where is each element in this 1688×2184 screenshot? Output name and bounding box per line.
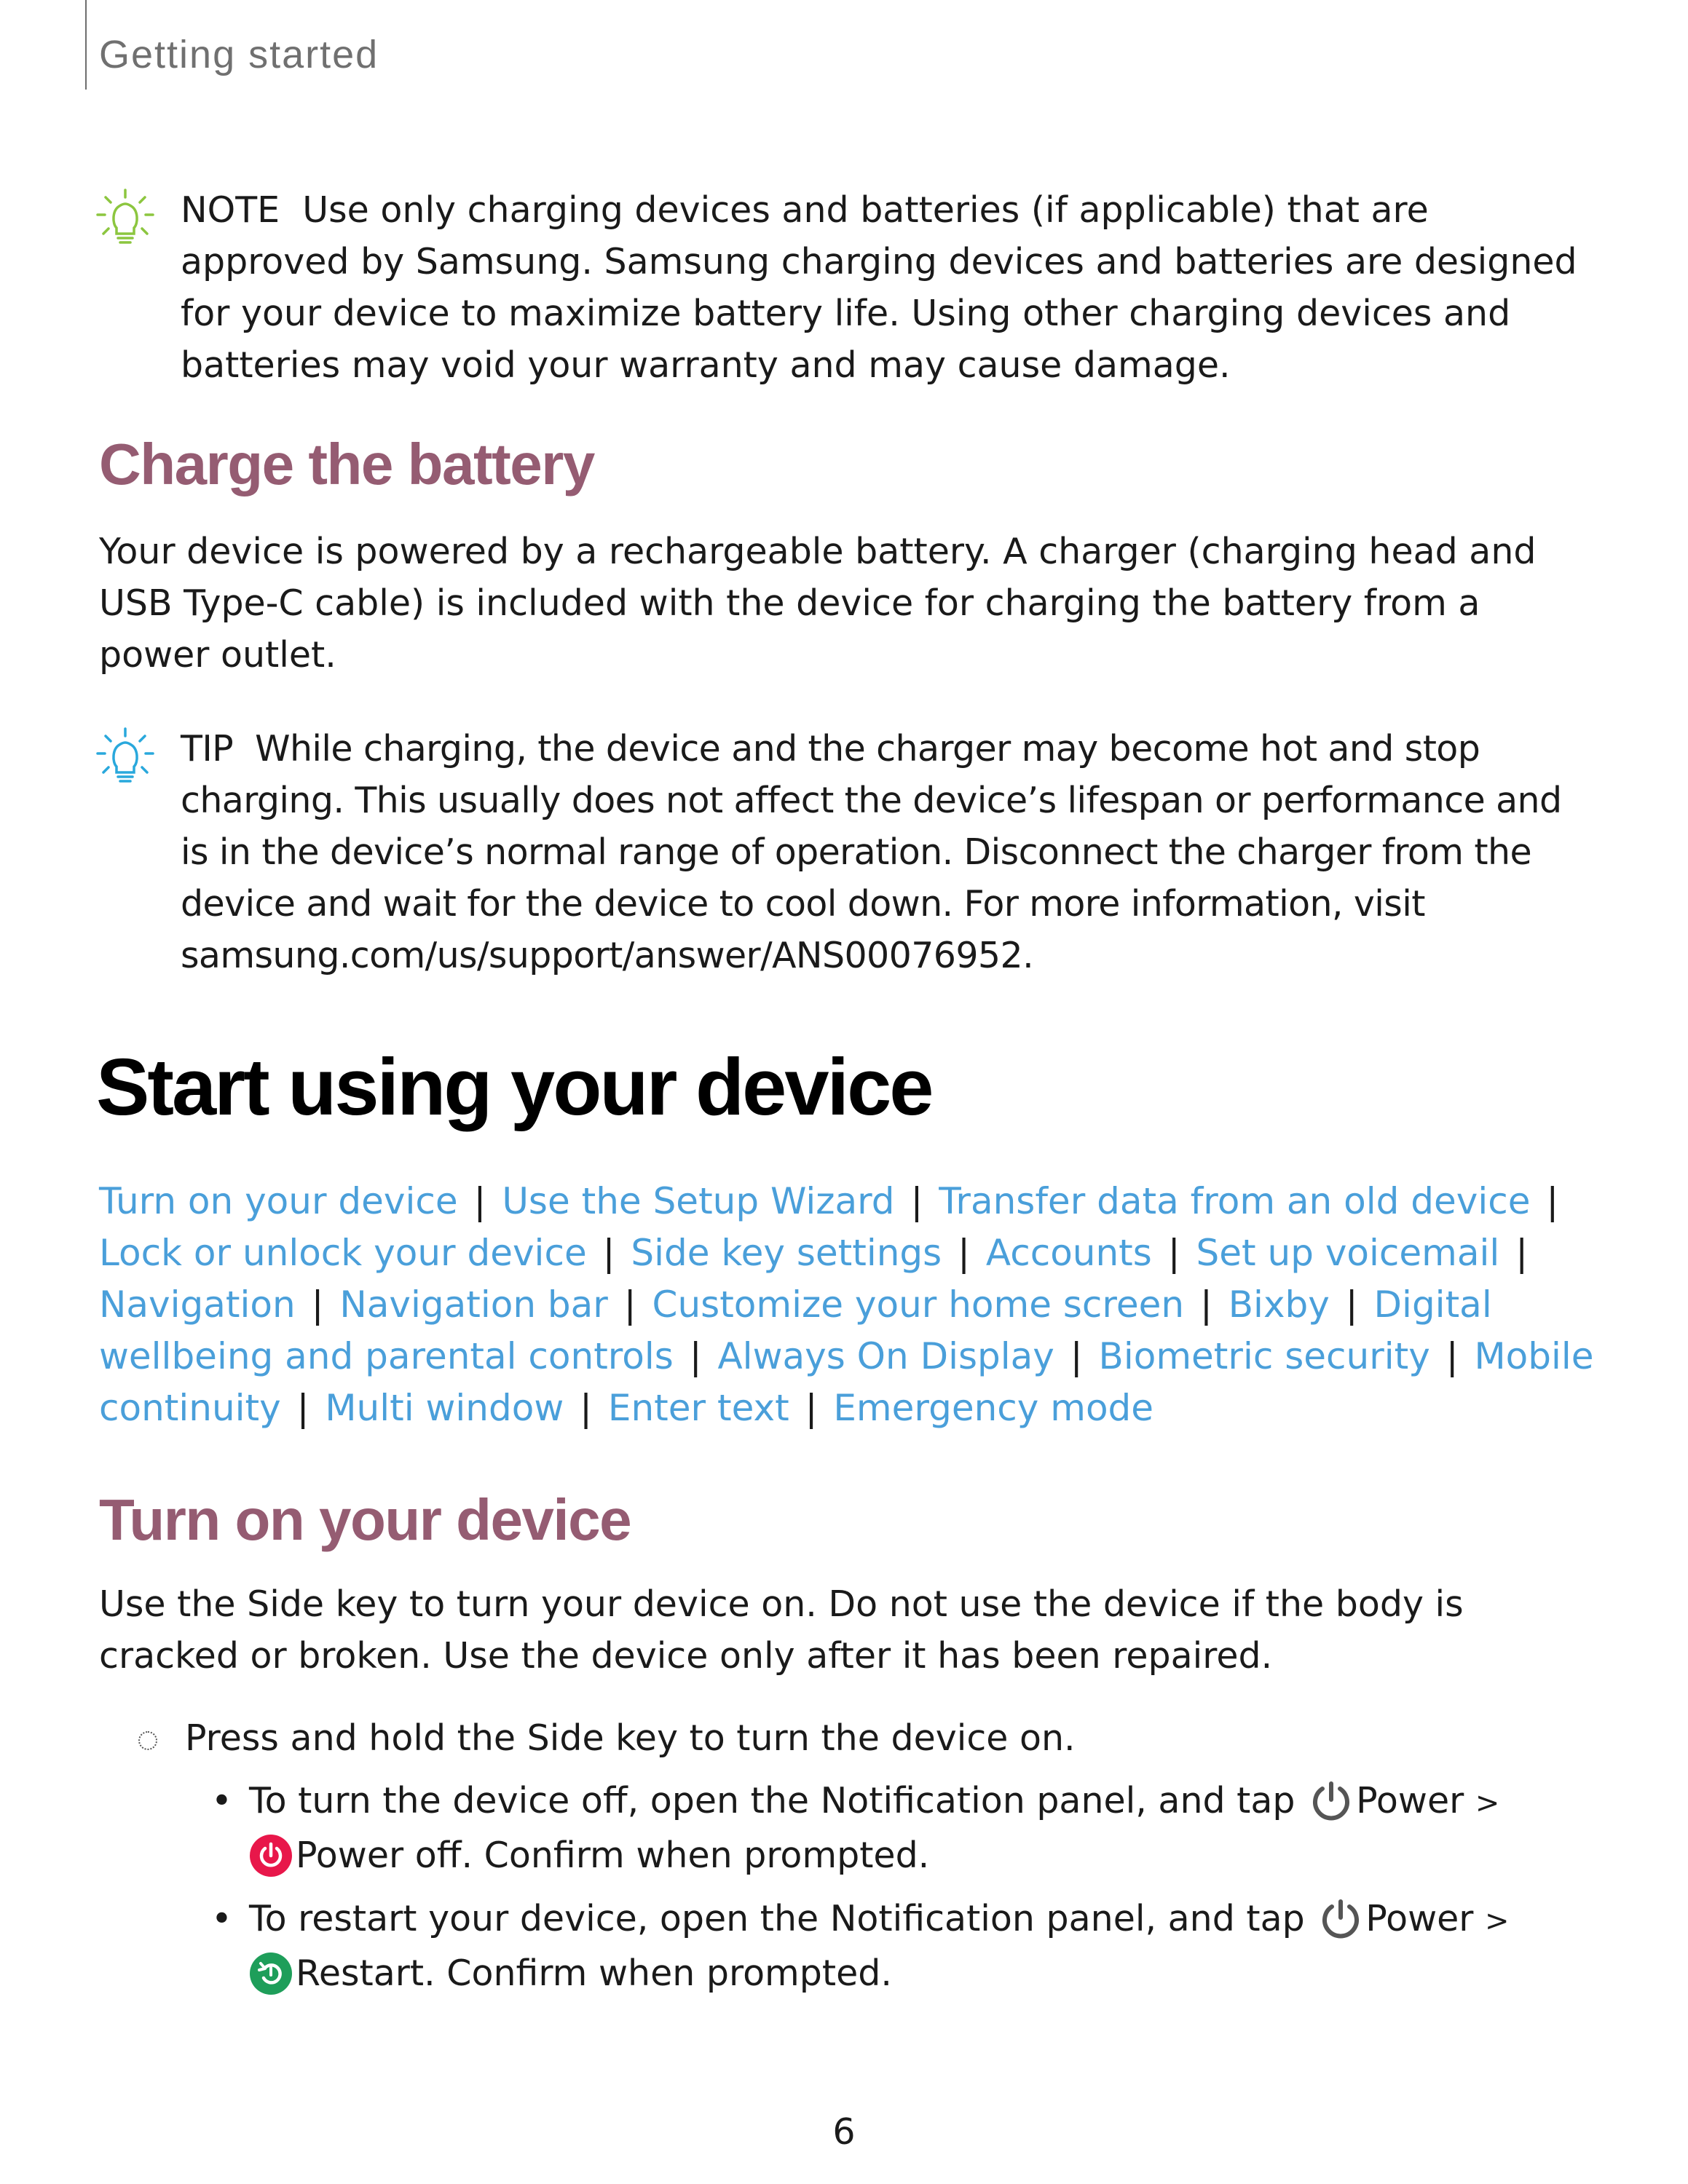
link-separator: | [1446, 1335, 1459, 1377]
tip-body: While charging, the device and the charger may become hot and stop charging. This usually does not affect the device’s lifespan or performance and is in the device’s normal range of operation. Disconnect the charger from the device and wait for the device to cool down. For more information, visit [181, 728, 1562, 925]
topic-link[interactable]: Multi window [325, 1387, 564, 1429]
bullet-restart [211, 1893, 1595, 1999]
link-separator: | [1199, 1283, 1212, 1326]
note-callout [96, 184, 1596, 391]
link-separator: | [311, 1283, 324, 1326]
step-item [138, 1712, 1595, 1764]
tip-label: TIP [181, 728, 234, 769]
link-separator: | [1546, 1180, 1559, 1222]
link-separator: | [602, 1232, 615, 1274]
section-title: Getting started [99, 33, 379, 76]
turn-on-heading: Turn on your device [99, 1487, 631, 1552]
side-key-label: Side [526, 1717, 604, 1759]
turn-on-body: Use the Side key to turn your device on. Do not use the device if the body is cracked or broken. Use the device only after it has been repaired. [99, 1583, 1464, 1677]
link-separator: | [805, 1387, 818, 1429]
topic-link[interactable]: Navigation [99, 1283, 296, 1326]
lightbulb-icon [96, 189, 154, 247]
header-rule [85, 0, 87, 90]
topic-link[interactable]: Customize your home screen [652, 1283, 1185, 1326]
link-separator: | [958, 1232, 970, 1274]
step-text: Press and hold the [185, 1717, 527, 1759]
tip-callout [96, 723, 1596, 981]
link-separator: | [1167, 1232, 1180, 1274]
bullet-text-end: . Confirm when prompted. [461, 1835, 930, 1876]
tip-text [181, 723, 1596, 981]
topic-link[interactable]: Lock or unlock your device [99, 1232, 587, 1274]
power-label: Power [1365, 1898, 1474, 1939]
bullet-dot: • [211, 1898, 232, 1939]
tip-end: . [1022, 935, 1034, 976]
charge-heading: Charge the battery [99, 432, 594, 496]
page-title: Start using your device [96, 1042, 932, 1132]
bullet-dot: • [211, 1780, 232, 1821]
topic-link[interactable]: Emergency mode [833, 1387, 1154, 1429]
topic-link[interactable]: Enter text [607, 1387, 789, 1429]
lightbulb-icon [96, 727, 154, 786]
restart-label: Restart [296, 1952, 425, 1994]
topic-link[interactable]: Use the Setup Wizard [502, 1180, 895, 1222]
topic-links [99, 1176, 1614, 1434]
note-body: Use only charging devices and batteries (if applicable) that are approved by Samsung. Samsung charging devices and batteries are designed for your device to maximize battery life. Using other charging devices and batteries may void your warranty and may cause damage. [181, 189, 1577, 386]
topic-link[interactable]: Always On Display [717, 1335, 1054, 1377]
link-separator: | [473, 1180, 486, 1222]
restart-icon [249, 1952, 293, 1995]
tip-link[interactable]: samsung.com/us/support/answer/ANS00076952 [181, 935, 1023, 976]
power-label: Power [1356, 1780, 1464, 1821]
bullet-text-end: . Confirm when prompted. [424, 1952, 892, 1994]
topic-link[interactable]: Transfer data from an old device [939, 1180, 1531, 1222]
power-icon [1309, 1779, 1353, 1823]
topic-link[interactable]: Turn on your device [99, 1180, 458, 1222]
power-off-icon [249, 1834, 293, 1878]
topic-link[interactable]: Set up voicemail [1196, 1232, 1500, 1274]
bullet-text: To restart your device, open the Notification panel, and tap [249, 1898, 1305, 1939]
step-circle-icon [138, 1731, 157, 1750]
link-separator: | [1345, 1283, 1358, 1326]
charge-body: Your device is powered by a rechargeable battery. A charger (charging head and USB Type-C cable) is included with the device for charging the battery from a power outlet. [99, 531, 1537, 676]
topic-link[interactable]: Accounts [985, 1232, 1152, 1274]
link-separator: | [296, 1387, 309, 1429]
note-label: NOTE [181, 189, 280, 231]
topic-link[interactable]: Navigation bar [339, 1283, 608, 1326]
page-number: 6 [832, 2111, 856, 2153]
link-separator: | [1070, 1335, 1083, 1377]
link-separator: | [580, 1387, 592, 1429]
note-text [181, 184, 1596, 391]
topic-link[interactable]: Biometric security [1098, 1335, 1430, 1377]
link-separator: | [689, 1335, 702, 1377]
topic-link[interactable]: Side key settings [631, 1232, 942, 1274]
link-separator: | [1515, 1232, 1529, 1274]
link-separator: | [623, 1283, 636, 1326]
power-icon [1319, 1897, 1362, 1941]
link-separator: | [910, 1180, 923, 1222]
chevron-right-icon: > [1475, 1787, 1500, 1820]
topic-link[interactable]: Bixby [1228, 1283, 1330, 1326]
bullet-turn-off [211, 1775, 1595, 1881]
topic-link[interactable]: Mobile continuity [99, 1335, 1594, 1429]
bullet-text: To turn the device off, open the Notification panel, and tap [249, 1780, 1295, 1821]
chevron-right-icon: > [1485, 1904, 1510, 1938]
topic-link[interactable]: Digital wellbeing and parental controls [99, 1283, 1492, 1377]
step-text-end: key to turn the device on. [604, 1717, 1076, 1759]
power-off-label: Power off [296, 1835, 462, 1876]
